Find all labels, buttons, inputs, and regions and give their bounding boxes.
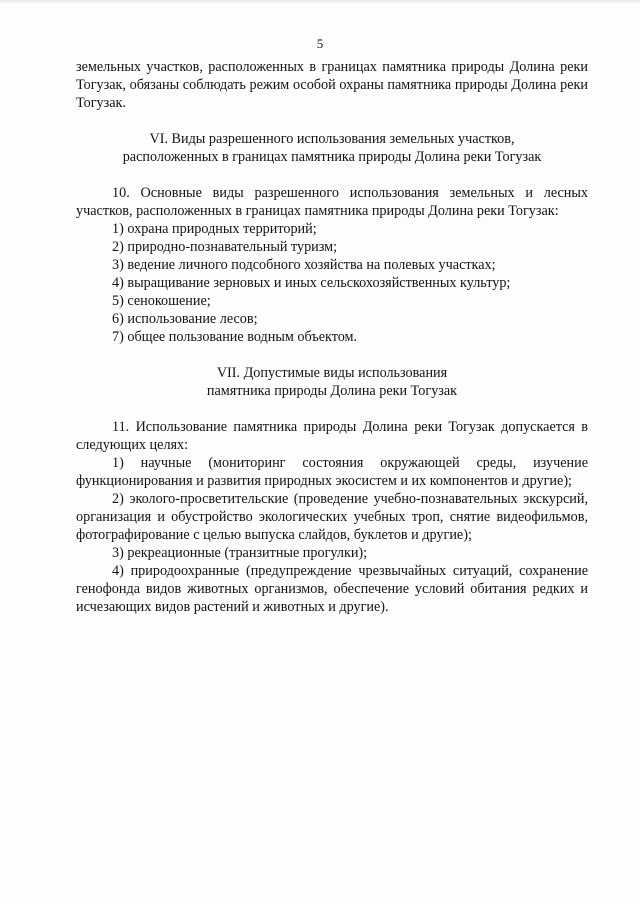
- spacer: [76, 346, 588, 364]
- list-item: 1) охрана природных территорий;: [112, 221, 317, 237]
- spacer: [76, 400, 588, 418]
- list-item: 6) использование лесов;: [112, 311, 258, 327]
- list-item: 5) сенокошение;: [112, 293, 211, 309]
- list-item: 4) выращивание зерновых и иных сельскохозяйственных культур;: [112, 275, 511, 291]
- spacer: [76, 166, 588, 184]
- list-item: 4) природоохранные (предупреждение чрезвычайных ситуаций, сохранение генофонда видов животных организмов, обеспечение условий обитания редких и исчезающих видов растений и животных и другие).: [76, 563, 588, 615]
- list-item: 7) общее пользование водным объектом.: [112, 329, 358, 345]
- list-item: 1) научные (мониторинг состояния окружающей среды, изучение функционирования и развития природных экосистем и их компонентов и другие);: [76, 455, 588, 489]
- list-item: 2) природно-познавательный туризм;: [112, 239, 338, 255]
- paragraph-10: 10. Основные виды разрешенного использования земельных и лесных участков, расположенных в границах памятника природы Долина реки Тогузак:: [76, 185, 588, 219]
- section-6-heading-line-2: расположенных в границах памятника природы Долина реки Тогузак: [122, 149, 542, 165]
- intro-paragraph: земельных участков, расположенных в границах памятника природы Долина реки Тогузак, обязаны соблюдать режим особой охраны памятника природы Долина реки Тогузак.: [76, 59, 588, 111]
- list-item: 3) рекреационные (транзитные прогулки);: [112, 545, 368, 561]
- document-body: [76, 58, 588, 616]
- page-number: 5: [316, 36, 324, 51]
- scan-edge: [0, 0, 640, 4]
- section-6-heading-line-1: VI. Виды разрешенного использования земельных участков,: [149, 131, 515, 147]
- section-7-heading-line-2: памятника природы Долина реки Тогузак: [206, 383, 458, 399]
- section-7-heading-line-1: VII. Допустимые виды использования: [216, 365, 448, 381]
- list-item: 3) ведение личного подсобного хозяйства на полевых участках;: [112, 257, 496, 273]
- paragraph-11: 11. Использование памятника природы Долина реки Тогузак допускается в следующих целях:: [76, 419, 588, 453]
- list-item: 2) эколого-просветительские (проведение учебно-познавательных экскурсий, организация и обустройство экологических учебных троп, снятие видеофильмов, фотографирование с целью выпуска слайдов, буклетов и другие);: [76, 491, 588, 543]
- spacer: [76, 112, 588, 130]
